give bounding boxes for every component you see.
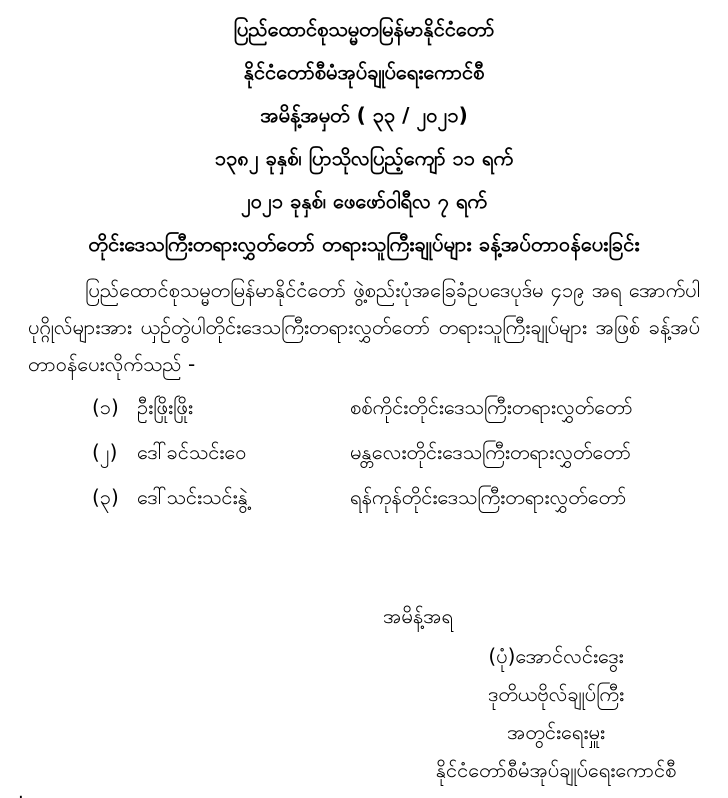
order-number: အမိန့်အမှတ် ( ၃၃ / ၂၀၂၁) [260,103,468,127]
footer-mark: . [18,782,24,798]
appointment-number: (၂) [92,440,118,464]
court-name: ရန်ကုန်တိုင်းဒေသကြီးတရားလွှတ်တော် [350,485,627,509]
appointee-name: ဦးဖြိုးဖြိုး [137,395,193,419]
signature-block [0,601,728,785]
myanmar-era-date: ၁၃၈၂ ခုနှစ်၊ ပြာသိုလပြည့်ကျော် ၁၁ ရက် [214,146,514,170]
signatory-title: အတွင်းရေးမှူး [507,720,605,744]
appointments-list [0,391,728,513]
signatory-rank: ဒုတိယဗိုလ်ချုပ်ကြီး [487,682,625,706]
court-name: မန္တလေးတိုင်းဒေသကြီးတရားလွှတ်တော် [350,440,631,464]
appointment-row [0,481,728,513]
subject-line: တိုင်းဒေသကြီးတရားလွှတ်တော် တရားသူကြီးချုပ်များ ခန့်အပ်တာဝန်ပေးခြင်း [88,232,640,256]
signatory-organization: နိုင်ငံတော်စီမံအုပ်ချုပ်ရေးကောင်စီ [435,758,677,782]
appointment-row [0,436,728,468]
signatory-details [386,641,726,785]
appointment-number: (၃) [92,485,119,509]
signatory-name: (ပုံ)အောင်လင်းဒွေး [488,644,624,668]
appointment-number: (၁) [92,395,119,419]
appointment-row [0,391,728,423]
gregorian-date: ၂၀၂၁ ခုနှစ်၊ ဖေဖော်ဝါရီလ ၇ ရက် [240,189,487,213]
council-name: နိုင်ငံတော်စီမံအုပ်ချုပ်ရေးကောင်စီ [243,60,485,84]
appointee-name: ဒေါ်ခင်သင်းဝေ [137,440,247,464]
court-name: စစ်ကိုင်းတိုင်းဒေသကြီးတရားလွှတ်တော် [350,395,633,419]
by-order-label: အမိန့်အရ [383,604,453,628]
state-name: ပြည်ထောင်စုသမ္မတမြန်မာနိုင်ငံတော် [233,17,495,41]
body-paragraph: ပြည်ထောင်စုသမ္မတမြန်မာနိုင်ငံတော် ဖွဲ့စည်းပုံအခြေခံဥပဒေပုဒ်မ ၄၁၉ အရ အောက်ပါပုဂ္ဂိုလ်များအား ယှဉ်တွဲပါတိုင်းဒေသကြီးတရားလွှတ်တော် တရားသူကြီးချုပ်များ အဖြစ် ခန့်အပ်တာဝန်ပေးလိုက်သည် - [28,278,700,376]
appointee-name: ဒေါ်သင်းသင်းနွဲ့ [137,485,248,509]
